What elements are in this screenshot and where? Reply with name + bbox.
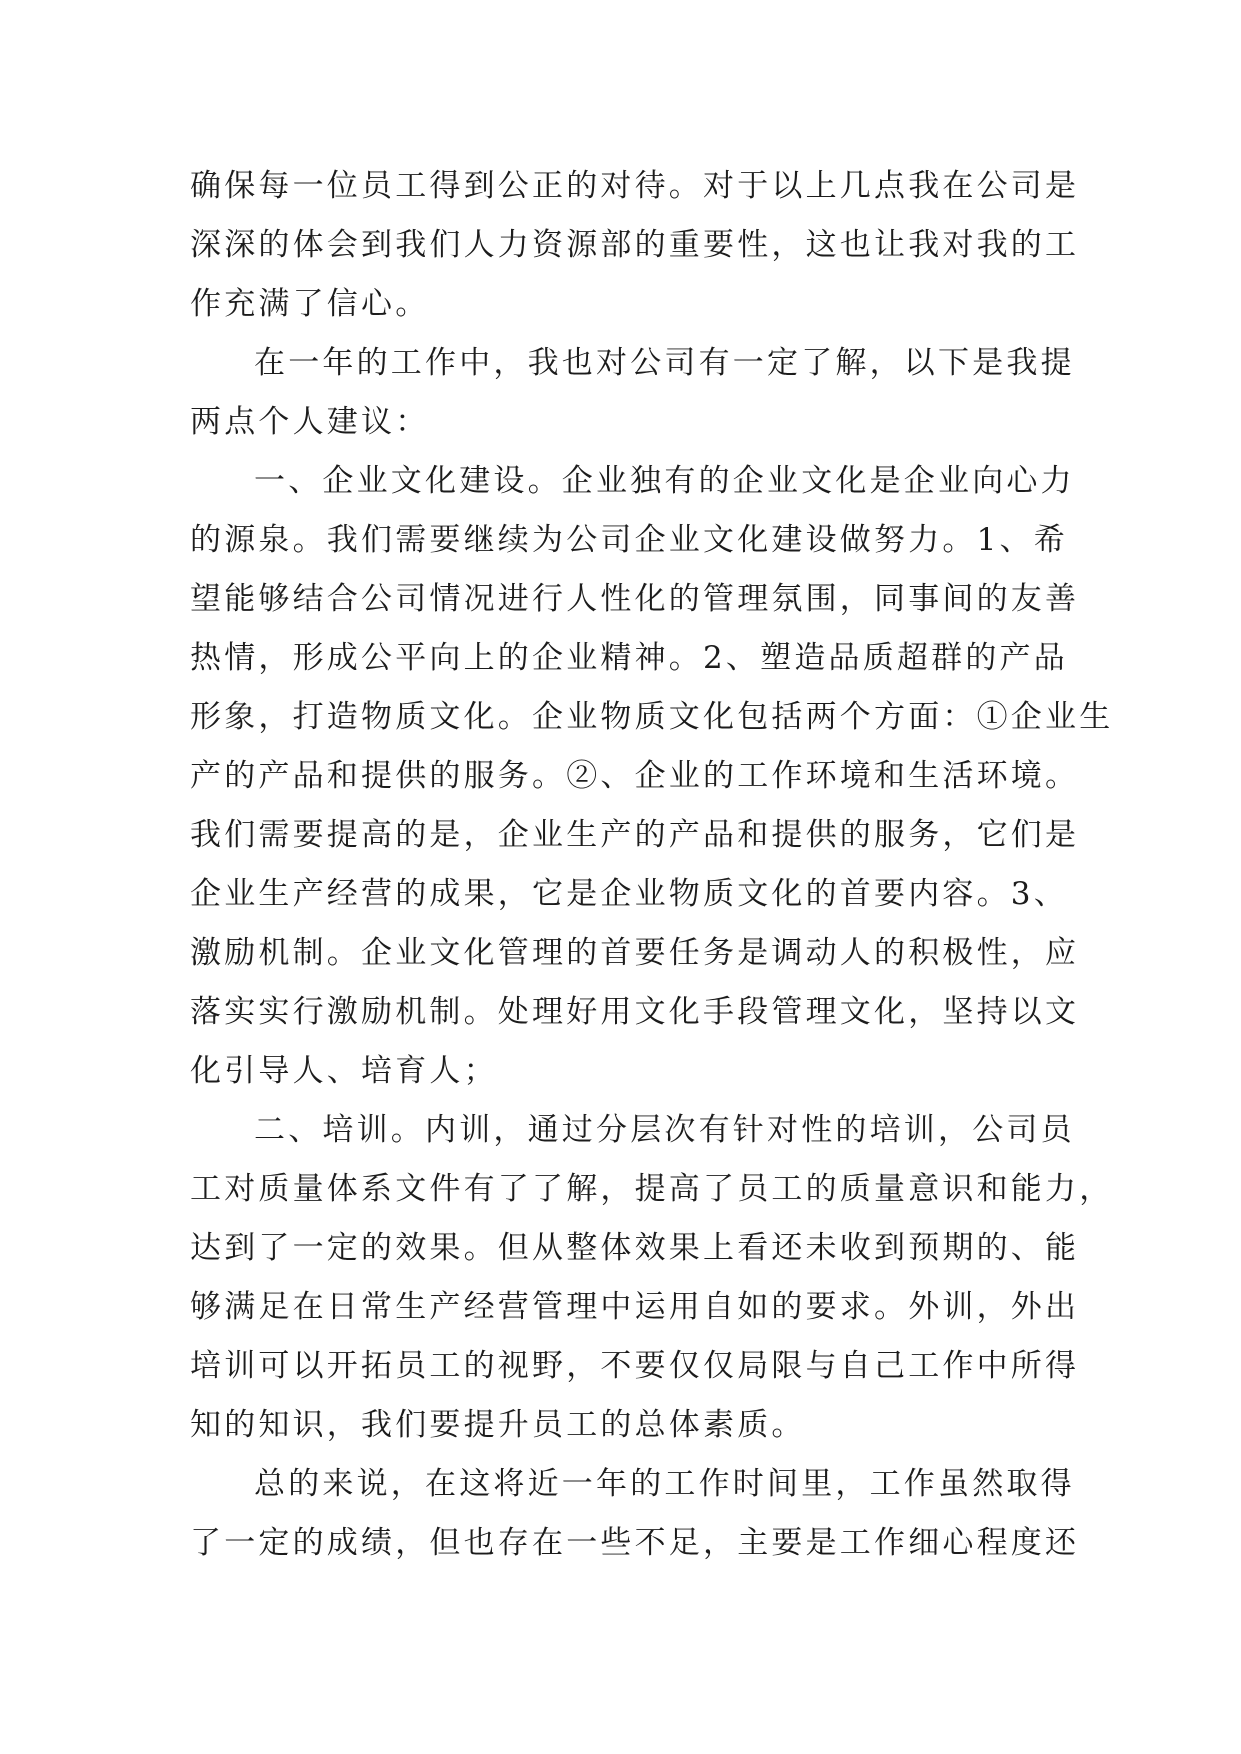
text-line: 确保每一位员工得到公正的对待。对于以上几点我在公司是 xyxy=(190,168,1080,204)
text-line: 望能够结合公司情况进行人性化的管理氛围，同事间的友善 xyxy=(190,581,1080,617)
text-line: 产的产品和提供的服务。②、企业的工作环境和生活环境。 xyxy=(190,758,1080,794)
text-line: 两点个人建议： xyxy=(190,404,430,440)
paragraph-start-line: 一、企业文化建设。企业独有的企业文化是企业向心力 xyxy=(254,463,1075,499)
text-line: 我们需要提高的是，企业生产的产品和提供的服务，它们是 xyxy=(190,817,1080,853)
text-line: 培训可以开拓员工的视野，不要仅仅局限与自己工作中所得 xyxy=(190,1348,1080,1384)
text-line: 企业生产经营的成果，它是企业物质文化的首要内容。3、 xyxy=(190,876,1068,912)
text-line: 热情，形成公平向上的企业精神。2、塑造品质超群的产品 xyxy=(190,640,1068,676)
paragraph-start-line: 二、培训。内训，通过分层次有针对性的培训，公司员 xyxy=(254,1112,1075,1148)
paragraph-start-line: 总的来说，在这将近一年的工作时间里，工作虽然取得 xyxy=(254,1466,1075,1502)
text-line: 工对质量体系文件有了了解，提高了员工的质量意识和能力， xyxy=(190,1171,1114,1207)
text-line: 了一定的成绩，但也存在一些不足，主要是工作细心程度还 xyxy=(190,1525,1080,1561)
text-line: 形象，打造物质文化。企业物质文化包括两个方面：①企业生 xyxy=(190,699,1114,735)
text-line: 作充满了信心。 xyxy=(190,286,430,322)
text-line: 知的知识，我们要提升员工的总体素质。 xyxy=(190,1407,806,1443)
text-line: 激励机制。企业文化管理的首要任务是调动人的积极性，应 xyxy=(190,935,1080,971)
text-line: 化引导人、培育人； xyxy=(190,1053,498,1089)
text-line: 深深的体会到我们人力资源部的重要性，这也让我对我的工 xyxy=(190,227,1080,263)
text-line: 达到了一定的效果。但从整体效果上看还未收到预期的、能 xyxy=(190,1230,1080,1266)
text-line: 的源泉。我们需要继续为公司企业文化建设做努力。1、希 xyxy=(190,522,1068,558)
text-line: 落实实行激励机制。处理好用文化手段管理文化，坚持以文 xyxy=(190,994,1080,1030)
paragraph-start-line: 在一年的工作中，我也对公司有一定了解，以下是我提 xyxy=(254,345,1075,381)
text-line: 够满足在日常生产经营管理中运用自如的要求。外训，外出 xyxy=(190,1289,1080,1325)
